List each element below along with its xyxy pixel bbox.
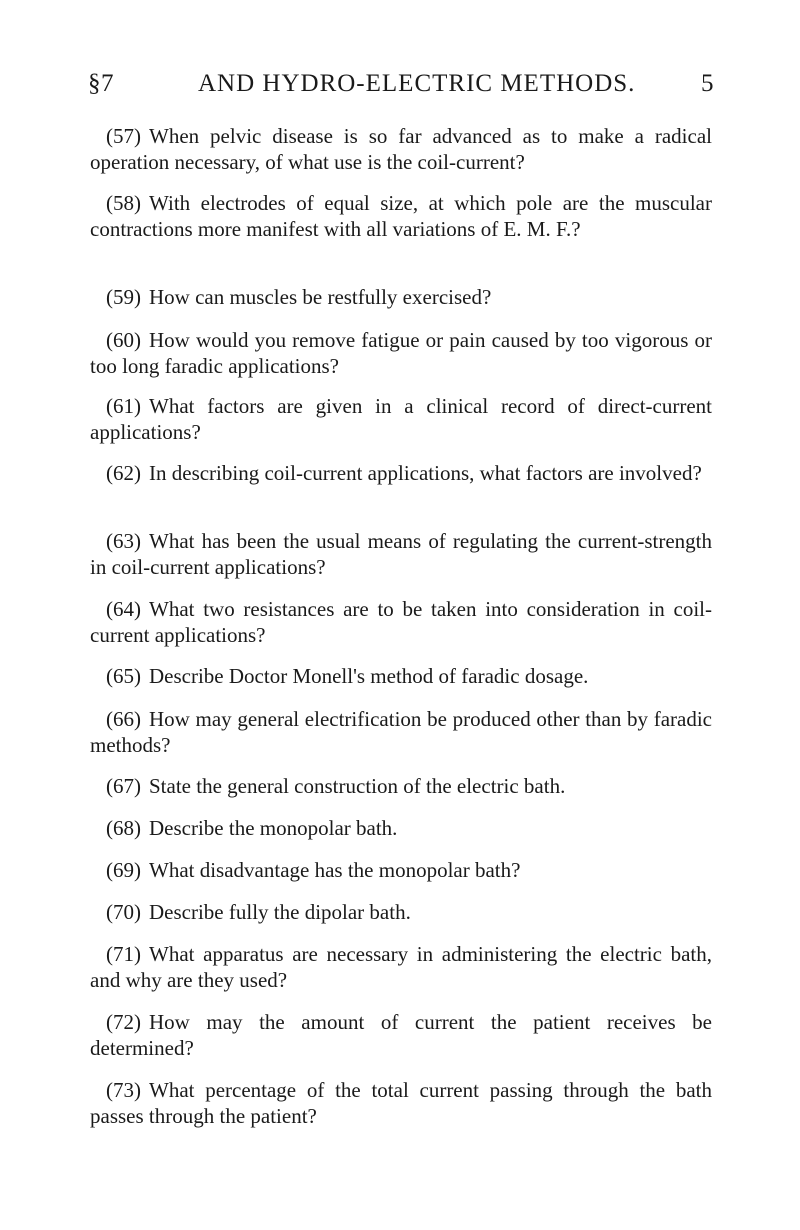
question-number: (68): [106, 816, 141, 840]
question-59: [90, 284, 712, 310]
question-68: [90, 815, 712, 841]
question-number: (61): [106, 394, 141, 418]
question-text: What two resistances are to be taken into consideration in coil-current applications?: [90, 597, 712, 647]
question-text: What factors are given in a clinical record of direct-current applications?: [90, 394, 712, 444]
question-63: [90, 528, 712, 580]
question-71: [90, 941, 712, 993]
question-64: [90, 596, 712, 648]
question-65: [90, 663, 712, 689]
question-66: [90, 706, 712, 758]
question-number: (70): [106, 900, 141, 924]
running-title: AND HYDRO-ELECTRIC METHODS.: [198, 70, 636, 97]
question-number: (57): [106, 124, 141, 148]
question-57: [90, 123, 712, 175]
question-number: (69): [106, 858, 141, 882]
question-60: [90, 327, 712, 379]
question-72: [90, 1009, 712, 1061]
question-text: What has been the usual means of regulating the current-strength in coil-current applications?: [90, 529, 712, 579]
question-number: (63): [106, 529, 141, 553]
question-70: [90, 899, 712, 925]
question-text: State the general construction of the electric bath.: [149, 774, 566, 798]
question-number: (66): [106, 707, 141, 731]
question-number: (62): [106, 461, 141, 485]
question-number: (58): [106, 191, 141, 215]
question-number: (72): [106, 1010, 141, 1034]
page-number: 5: [701, 70, 714, 97]
running-head: [88, 70, 714, 104]
question-number: (64): [106, 597, 141, 621]
question-number: (71): [106, 942, 141, 966]
question-number: (65): [106, 664, 141, 688]
question-61: [90, 393, 712, 445]
question-text: How can muscles be restfully exercised?: [149, 285, 492, 309]
question-number: (73): [106, 1078, 141, 1102]
question-69: [90, 857, 712, 883]
question-text: What apparatus are necessary in administering the electric bath, and why are they used?: [90, 942, 712, 992]
question-text: With electrodes of equal size, at which pole are the muscular contractions more manifest with all variations of E. M. F.?: [90, 191, 712, 241]
question-text: Describe fully the dipolar bath.: [149, 900, 411, 924]
question-text: When pelvic disease is so far advanced as to make a radical operation necessary, of what use is the coil-current?: [90, 124, 712, 174]
question-text: How would you remove fatigue or pain caused by too vigorous or too long faradic applications?: [90, 328, 712, 378]
question-number: (59): [106, 285, 141, 309]
question-text: Describe Doctor Monell's method of faradic dosage.: [149, 664, 589, 688]
question-73: [90, 1077, 712, 1129]
question-text: In describing coil-current applications, what factors are involved?: [149, 461, 702, 485]
question-text: How may the amount of current the patient receives be determined?: [90, 1010, 712, 1060]
question-text: How may general electrification be produced other than by faradic methods?: [90, 707, 712, 757]
question-number: (60): [106, 328, 141, 352]
question-58: [90, 190, 712, 242]
question-text: What disadvantage has the monopolar bath?: [149, 858, 521, 882]
question-text: Describe the monopolar bath.: [149, 816, 398, 840]
question-62: [90, 460, 712, 486]
question-text: What percentage of the total current passing through the bath passes through the patient?: [90, 1078, 712, 1128]
section-mark: §7: [88, 70, 114, 97]
question-number: (67): [106, 774, 141, 798]
question-67: [90, 773, 712, 799]
